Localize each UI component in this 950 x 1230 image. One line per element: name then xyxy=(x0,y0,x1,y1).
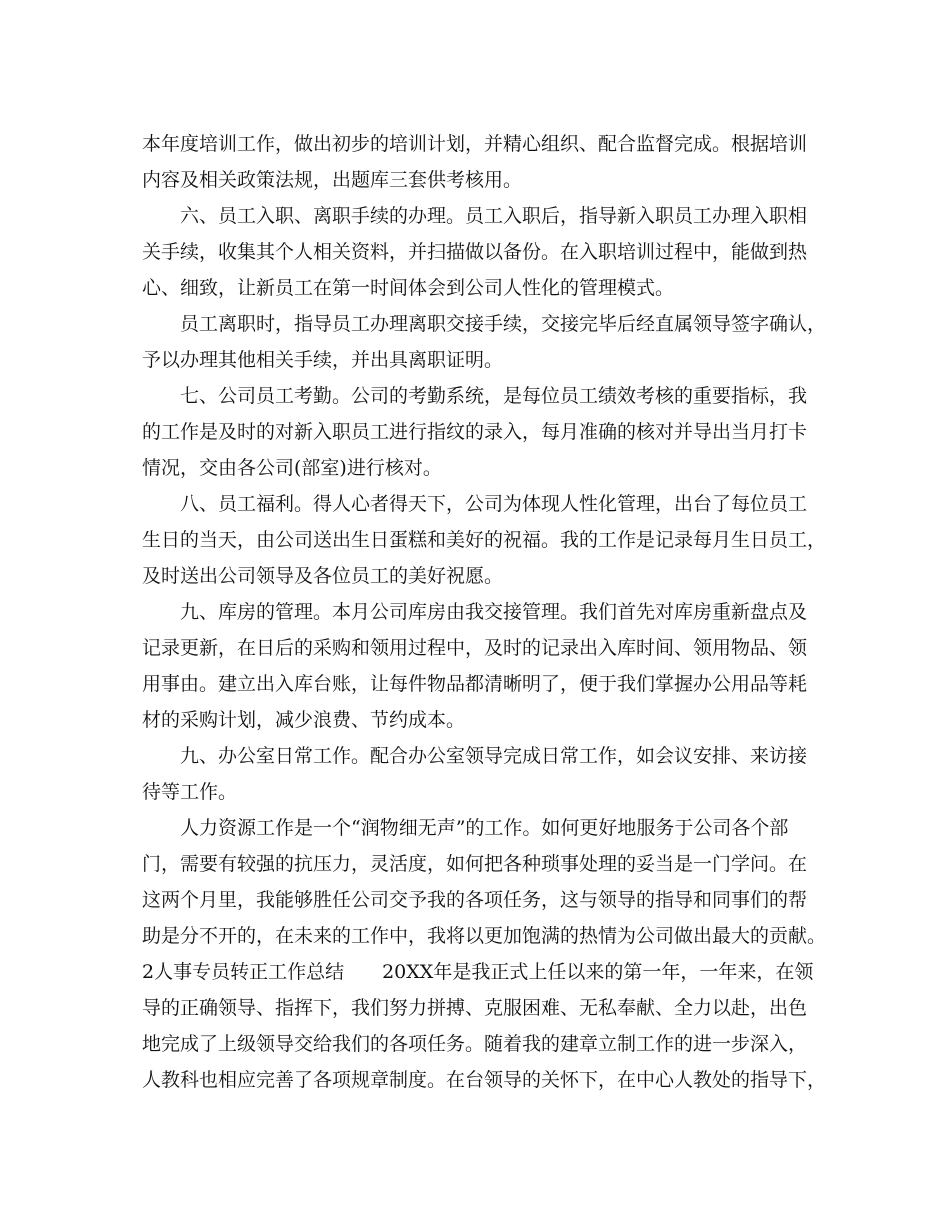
paragraph-welfare xyxy=(142,486,827,594)
text-line: 九、办公室日常工作。配合办公室领导完成日常工作，如会议安排、来访接 xyxy=(180,745,808,767)
text-line: 七、公司员工考勤。公司的考勤系统，是每位员工绩效考核的重要指标，我 xyxy=(180,385,808,407)
text-line: 人力资源工作是一个“润物细无声”的工作。如何更好地服务于公司各个部 xyxy=(180,817,789,839)
text-line: 这两个月里，我能够胜任公司交予我的各项任务，这与领导的指导和同事们的帮 xyxy=(142,889,808,911)
paragraph-probation-summary xyxy=(142,954,827,1098)
paragraph-resignation xyxy=(142,306,827,378)
paragraph-onboarding xyxy=(142,198,810,306)
text-line: 心、细致，让新员工在第一时间体会到公司人性化的管理模式。 xyxy=(142,277,675,299)
text-line: 内容及相关政策法规，出题库三套供考核用。 xyxy=(142,169,523,191)
text-line: 予以办理其他相关手续，并出具离职证明。 xyxy=(142,349,504,371)
text-line: 2人事专员转正工作总结 20XX年是我正式上任以来的第一年，一年来，在领 xyxy=(142,961,814,983)
text-line: 员工离职时，指导员工办理离职交接手续，交接完毕后经直属领导签字确认， xyxy=(180,313,827,335)
paragraph-warehouse xyxy=(142,594,810,738)
text-line: 本年度培训工作，做出初步的培训计划，并精心组织、配合监督完成。根据培训 xyxy=(142,133,808,155)
text-line: 人教科也相应完善了各项规章制度。在台领导的关怀下，在中心人教处的指导下， xyxy=(142,1069,827,1091)
text-line: 记录更新，在日后的采购和领用过程中，及时的记录出入库时间、领用物品、领 xyxy=(142,637,808,659)
text-line: 导的正确领导、指挥下，我们努力拼搏、克服困难、无私奉献、全力以赴，出色 xyxy=(142,997,808,1019)
text-line: 关手续，收集其个人相关资料，并扫描做以备份。在入职培训过程中，能做到热 xyxy=(142,241,808,263)
text-line: 六、员工入职、离职手续的办理。员工入职后，指导新入职员工办理入职相 xyxy=(180,205,808,227)
text-line: 助是分不开的，在未来的工作中，我将以更加饱满的热情为公司做出最大的贡献。 xyxy=(142,925,827,947)
text-line: 用事由。建立出入库台账，让每件物品都清晰明了，便于我们掌握办公用品等耗 xyxy=(142,673,808,695)
paragraph-hr-summary xyxy=(142,810,827,954)
paragraph-training xyxy=(142,126,810,198)
text-line: 材的采购计划，减少浪费、节约成本。 xyxy=(142,709,466,731)
text-line: 地完成了上级领导交给我们的各项任务。随着我的建章立制工作的进一步深入， xyxy=(142,1033,808,1055)
text-line: 生日的当天，由公司送出生日蛋糕和美好的祝福。我的工作是记录每月生日员工， xyxy=(142,529,827,551)
paragraph-attendance xyxy=(142,378,810,486)
text-line: 九、库房的管理。本月公司库房由我交接管理。我们首先对库房重新盘点及 xyxy=(180,601,808,623)
text-line: 情况，交由各公司(部室)进行核对。 xyxy=(142,457,442,479)
document-body xyxy=(142,126,827,1098)
paragraph-office-work xyxy=(142,738,810,810)
text-line: 的工作是及时的对新入职员工进行指纹的录入，每月准确的核对并导出当月打卡 xyxy=(142,421,808,443)
text-line: 及时送出公司领导及各位员工的美好祝愿。 xyxy=(142,565,504,587)
text-line: 待等工作。 xyxy=(142,781,238,803)
text-line: 门，需要有较强的抗压力，灵活度，如何把各种琐事处理的妥当是一门学问。在 xyxy=(142,853,808,875)
text-line: 八、员工福利。得人心者得天下，公司为体现人性化管理，出台了每位员工 xyxy=(180,493,808,515)
